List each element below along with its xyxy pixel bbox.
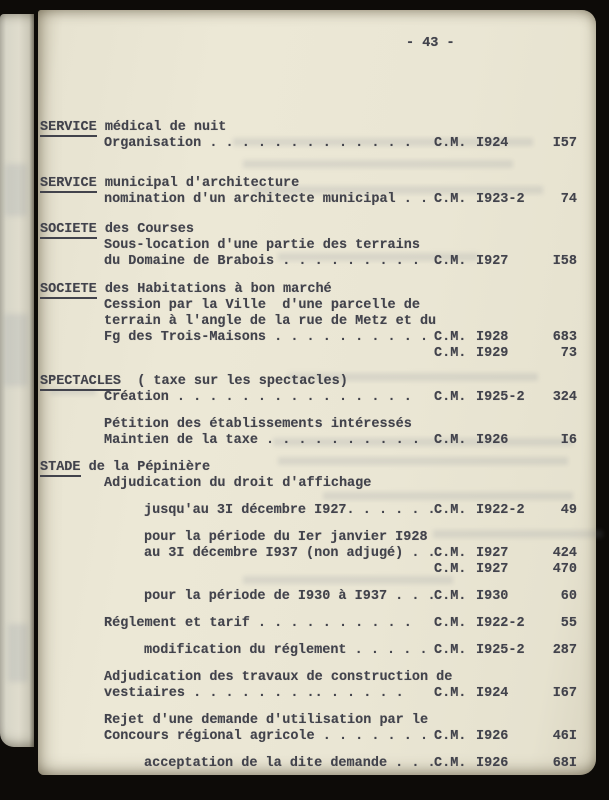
ref-page-number: I58 <box>552 254 577 269</box>
ref-council-abbrev: C.M. <box>434 643 467 658</box>
line-text: Adjudication du droit d'affichage <box>104 476 372 491</box>
ref-year: I926 <box>476 433 509 448</box>
index-entry <box>40 460 596 772</box>
ref-page-number: 60 <box>560 589 577 604</box>
ref-year: I922-2 <box>476 503 525 518</box>
entry-headword: SOCIETE <box>40 282 97 297</box>
index-line <box>40 476 596 492</box>
index-entry <box>40 222 596 270</box>
index-line <box>40 589 596 605</box>
index-line <box>40 616 596 632</box>
facing-page-edge <box>0 14 34 747</box>
ref-page-number: I57 <box>552 136 577 151</box>
ref-council-abbrev: C.M. <box>434 546 467 561</box>
index-line <box>40 670 596 686</box>
ref-year: I926 <box>476 756 509 771</box>
index-entry <box>40 374 596 449</box>
entry-headword: SERVICE <box>40 176 97 191</box>
line-text: Réglement et tarif . . . . . . . . . . <box>104 616 412 631</box>
entry-title: ( taxe sur les spectacles) <box>121 374 348 389</box>
ghost-text-showthrough <box>8 624 28 682</box>
line-text: acceptation de la dite demande . . . <box>144 756 436 771</box>
ref-council-abbrev: C.M. <box>434 686 467 701</box>
line-text: Sous-location d'une partie des terrains <box>104 238 420 253</box>
ref-year: I928 <box>476 330 509 345</box>
index-line <box>40 314 596 330</box>
index-line <box>40 546 596 562</box>
scanned-page <box>38 10 596 775</box>
entry-title: municipal d'architecture <box>96 176 300 191</box>
ref-page-number: 46I <box>552 729 577 744</box>
ref-year: I925-2 <box>476 643 525 658</box>
line-text: Création . . . . . . . . . . . . . . . <box>104 390 412 405</box>
ref-year: I924 <box>476 686 509 701</box>
ref-year: I927 <box>476 254 509 269</box>
entry-heading <box>40 460 596 476</box>
ref-page-number: 470 <box>552 562 577 577</box>
entry-headword: SOCIETE <box>40 222 97 237</box>
ref-council-abbrev: C.M. <box>434 503 467 518</box>
ghost-text-showthrough <box>5 164 27 216</box>
ref-council-abbrev: C.M. <box>434 729 467 744</box>
ref-council-abbrev: C.M. <box>434 433 467 448</box>
ref-page-number: 68I <box>552 756 577 771</box>
index-entry <box>40 120 596 152</box>
ref-year: I930 <box>476 589 509 604</box>
line-text: pour la période de I930 à I937 . . . <box>144 589 436 604</box>
index-line <box>40 729 596 745</box>
index-line <box>40 713 596 729</box>
entries <box>40 120 596 772</box>
ref-year: I922-2 <box>476 616 525 631</box>
ghost-text-showthrough <box>4 314 28 386</box>
ref-page-number: I6 <box>560 433 577 448</box>
index-line <box>40 643 596 659</box>
ref-page-number: 49 <box>560 503 577 518</box>
line-text: Organisation . . . . . . . . . . . . . <box>104 136 412 151</box>
ref-page-number: 55 <box>560 616 577 631</box>
index-line <box>40 756 596 772</box>
index-line <box>40 417 596 433</box>
index-line <box>40 298 596 314</box>
entry-title: médical de nuit <box>96 120 227 135</box>
line-text: pour la période du Ier janvier I928 <box>144 530 428 545</box>
line-text: Maintien de la taxe . . . . . . . . . . <box>104 433 420 448</box>
ref-page-number: 324 <box>552 390 577 405</box>
ref-council-abbrev: C.M. <box>434 254 467 269</box>
entry-heading <box>40 374 596 390</box>
line-text: Pétition des établissements intéressés <box>104 417 412 432</box>
entry-title: des Courses <box>96 222 194 237</box>
index-line <box>40 346 596 362</box>
index-entry <box>40 282 596 362</box>
ref-council-abbrev: C.M. <box>434 589 467 604</box>
line-text: du Domaine de Brabois . . . . . . . . . <box>104 254 420 269</box>
index-line <box>40 530 596 546</box>
index-line <box>40 330 596 346</box>
index-line <box>40 562 596 578</box>
ref-council-abbrev: C.M. <box>434 562 467 577</box>
ref-year: I925-2 <box>476 390 525 405</box>
entry-headword: SERVICE <box>40 120 97 135</box>
ref-year: I924 <box>476 136 509 151</box>
ref-council-abbrev: C.M. <box>434 136 467 151</box>
ref-page-number: 73 <box>560 346 577 361</box>
entry-headword: STADE <box>40 460 81 475</box>
index-line <box>40 503 596 519</box>
ref-page-number: 74 <box>560 192 577 207</box>
ref-page-number: 424 <box>552 546 577 561</box>
ref-council-abbrev: C.M. <box>434 330 467 345</box>
line-text: Fg des Trois-Maisons . . . . . . . . . . <box>104 330 429 345</box>
line-text: nomination d'un architecte municipal . . <box>104 192 429 207</box>
ref-council-abbrev: C.M. <box>434 390 467 405</box>
entry-heading <box>40 222 596 238</box>
index-line <box>40 254 596 270</box>
page-number: - 43 - <box>406 36 455 51</box>
entry-title: de la Pépinière <box>80 460 211 475</box>
line-text: Concours régional agricole . . . . . . . <box>104 729 429 744</box>
ref-year: I926 <box>476 729 509 744</box>
entry-title: des Habitations à bon marché <box>96 282 332 297</box>
ref-council-abbrev: C.M. <box>434 616 467 631</box>
ref-council-abbrev: C.M. <box>434 756 467 771</box>
index-line <box>40 238 596 254</box>
index-line <box>40 433 596 449</box>
ref-year: I927 <box>476 546 509 561</box>
ref-page-number: I67 <box>552 686 577 701</box>
line-text: jusqu'au 3I décembre I927. . . . . . <box>144 503 436 518</box>
index-line <box>40 390 596 406</box>
ref-page-number: 287 <box>552 643 577 658</box>
index-line <box>40 192 596 208</box>
index-line <box>40 686 596 702</box>
ref-year: I929 <box>476 346 509 361</box>
line-text: terrain à l'angle de la rue de Metz et du <box>104 314 437 329</box>
entry-heading <box>40 282 596 298</box>
index-entry <box>40 176 596 208</box>
ref-year: I923-2 <box>476 192 525 207</box>
ref-year: I927 <box>476 562 509 577</box>
entry-headword: SPECTACLES <box>40 374 122 389</box>
line-text: Adjudication des travaux de construction de <box>104 670 453 685</box>
ref-council-abbrev: C.M. <box>434 192 467 207</box>
line-text: Cession par la Ville d'une parcelle de <box>104 298 420 313</box>
line-text: Rejet d'une demande d'utilisation par le <box>104 713 429 728</box>
line-text: au 3I décembre I937 (non adjugé) . . <box>144 546 436 561</box>
line-text: vestiaires . . . . . . . .. . . . . . <box>104 686 404 701</box>
entry-heading <box>40 120 596 136</box>
entry-heading <box>40 176 596 192</box>
index-line <box>40 136 596 152</box>
ref-council-abbrev: C.M. <box>434 346 467 361</box>
line-text: modification du réglement . . . . . <box>144 643 428 658</box>
ref-page-number: 683 <box>552 330 577 345</box>
